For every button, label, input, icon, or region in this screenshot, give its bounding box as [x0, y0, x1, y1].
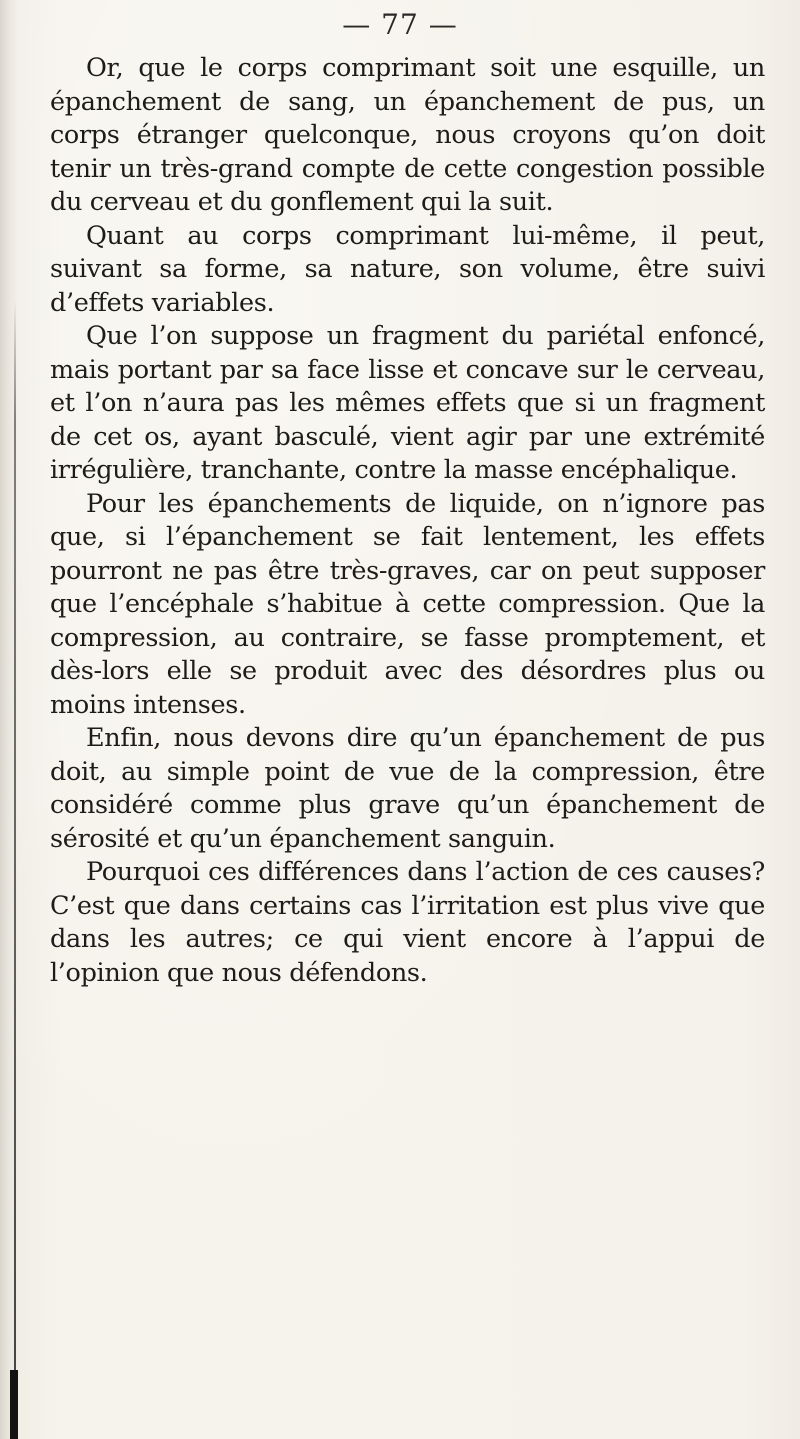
paragraph-6: Pourquoi ces différences dans l’action de ces causes? C’est que dans certains cas l’irritation est plus vive que dans les autres; ce qui vient encore à l’appui de l’opinion que nous défendons. — [50, 857, 765, 988]
body-text — [50, 52, 765, 990]
paragraph-2: Quant au corps comprimant lui-même, il peut, suivant sa forme, sa nature, son volume, être suivi d’effets variables. — [50, 220, 765, 318]
binding-shadow — [14, 300, 16, 1439]
paragraph-1: Or, que le corps comprimant soit une esquille, un épanchement de sang, un épanchement de pus, un corps étranger quelconque, nous croyons qu’on doit tenir un très-grand compte de cette congestion possible du cerveau et du gonflement qui la suit. — [50, 53, 765, 217]
paragraph-4: Pour les épanchements de liquide, on n’ignore pas que, si l’épanchement se fait lentement, les effets pourront ne pas être très-graves, car on peut supposer que l’encéphale s’habitue à cette compression. Que la compression, au contraire, se fasse promptement, et dès-lors elle se produit avec des désordres plus ou moins intenses. — [50, 488, 765, 720]
binding-mark — [10, 1370, 18, 1439]
paragraph-3: Que l’on suppose un fragment du pariétal enfoncé, mais portant par sa face lisse et concave sur le cerveau, et l’on n’aura pas les mêmes effets que si un fragment de cet os, ayant basculé, vient agir par une extrémité irrégulière, tranchante, contre la masse encéphalique. — [50, 321, 765, 485]
page-number: — 77 — — [342, 8, 458, 41]
paragraph-5: Enfin, nous devons dire qu’un épanchement de pus doit, au simple point de vue de la compression, être considéré comme plus grave qu’un épanchement de sérosité et qu’un épanchement sanguin. — [50, 723, 765, 854]
